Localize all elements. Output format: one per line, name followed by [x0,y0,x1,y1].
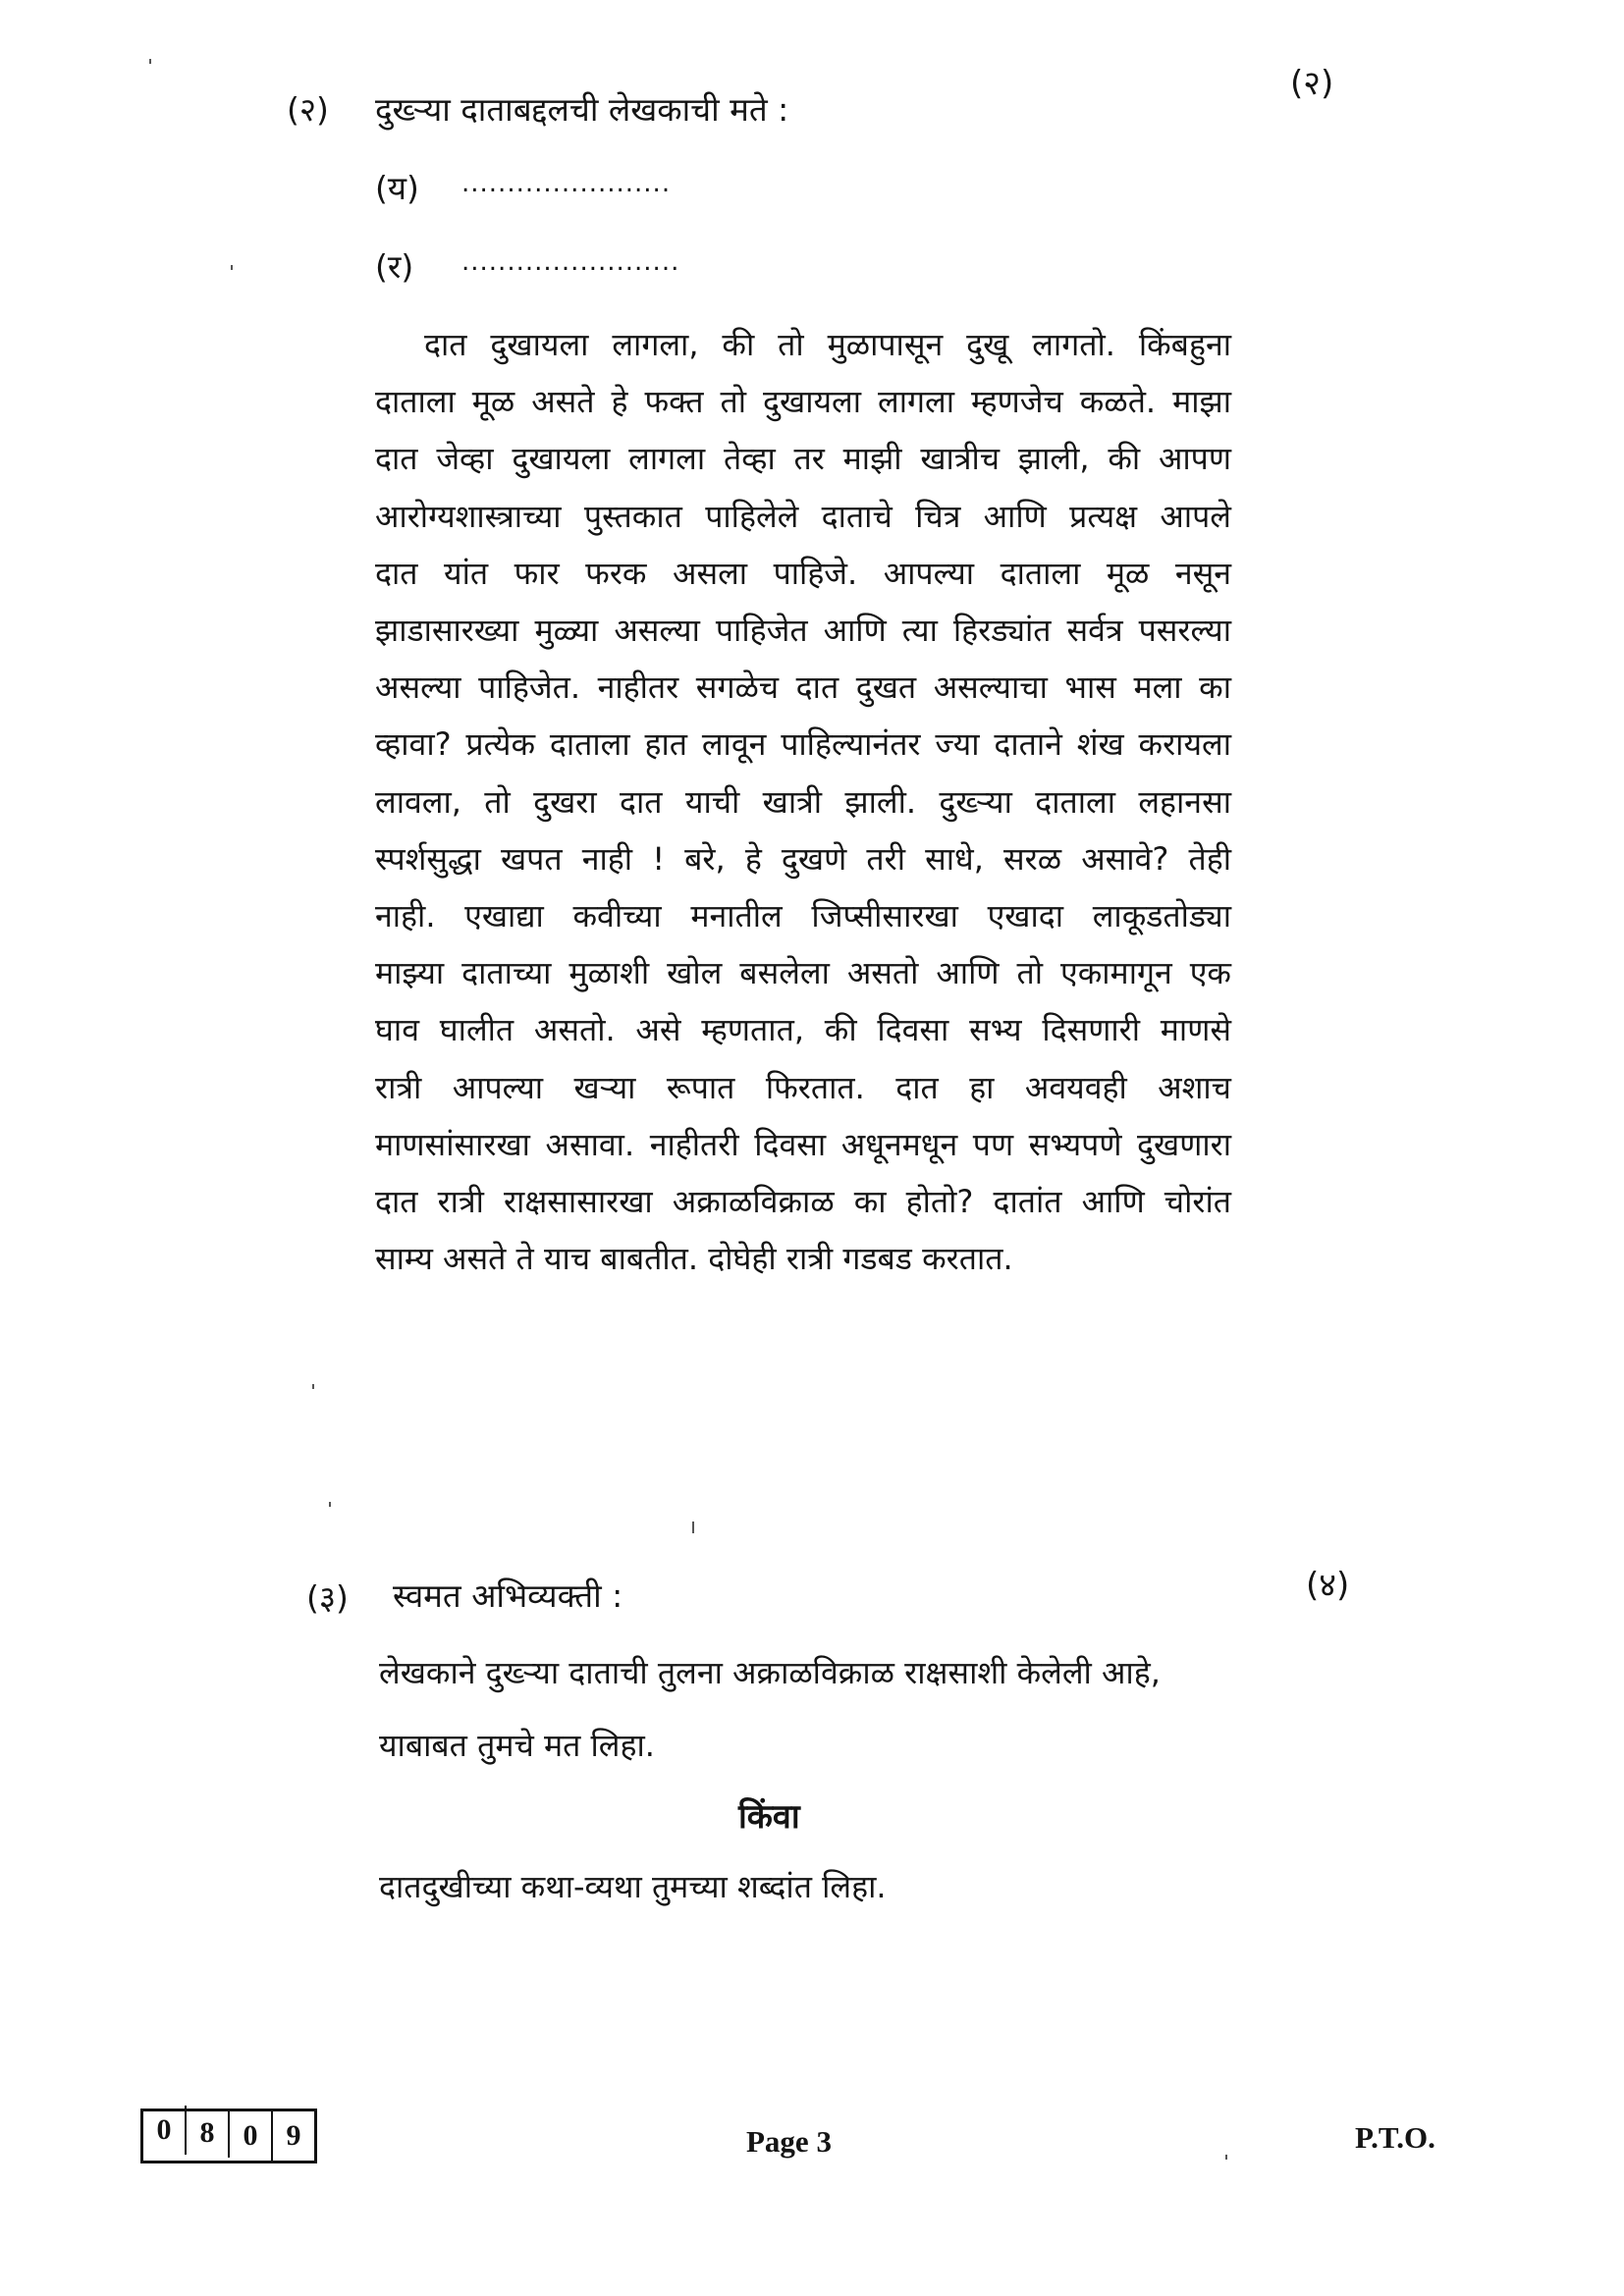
question-2-title: दुख्ऱ्या दाताबद्दलची लेखकाची मते : [375,90,789,129]
passage-line: घाव घालीत असतो. असे म्हणतात, की दिवसा सभ्य दिसणारी माणसे [375,1011,1231,1049]
pto-label: P.T.O. [1355,2120,1435,2155]
paper-code-digit: 0 [230,2111,273,2161]
paper-code-box [140,2109,317,2163]
passage-line: दात रात्री राक्षसासारखा अक्राळविक्राळ का होतो? दातांत आणि चोरांत [375,1183,1231,1221]
passage-line: दाताला मूळ असते हे फक्त तो दुखायला लागला म्हणजेच कळते. माझा [375,383,1231,421]
question-3-prompt-line: लेखकाने दुख्ऱ्या दाताची तुलना अक्राळविक्राळ राक्षसाशी केलेली आहे, [379,1654,1161,1691]
question-2-marks: (२) [1290,64,1334,103]
passage-line: माझ्या दाताच्या मुळाशी खोल बसलेला असतो आणि तो एकामागून एक [375,954,1231,992]
sub-item-ra-blank: ........................ [461,247,680,277]
scan-speck [692,1522,694,1533]
passage [375,316,1231,1287]
scan-speck [329,1502,331,1507]
passage-line: रात्री आपल्या खऱ्या रूपात फिरतात. दात हा अवयवही अशाच [375,1068,1231,1106]
question-3-prompt-line: याबाबत तुमचे मत लिहा. [379,1727,655,1764]
passage-line: आरोग्यशास्त्राच्या पुस्तकात पाहिलेले दाताचे चित्र आणि प्रत्यक्ष आपले [375,497,1231,535]
question-2-number: (२) [287,90,329,129]
passage-line: साम्य असते ते याच बाबतीत. दोघेही रात्री गडबड करतात. [375,1240,1013,1278]
passage-line: दात दुखायला लागला, की तो मुळापासून दुखू लागतो. किंबहुना [424,326,1231,363]
question-3-number: (३) [306,1578,349,1617]
or-label: किंवा [738,1797,800,1837]
passage-line: लावला, तो दुखरा दात याची खात्री झाली. दुख्ऱ्या दाताला लहानसा [375,782,1231,821]
scan-speck [149,59,151,64]
scan-speck [231,265,233,270]
sub-item-ra-label: (र) [375,247,414,286]
question-3-marks: (४) [1306,1566,1350,1605]
passage-line: माणसांसारखा असावा. नाहीतरी दिवसा अधूनमधून पण सभ्यपणे दुखणारा [375,1125,1231,1163]
passage-line: असल्या पाहिजेत. नाहीतर सगळेच दात दुखत असल्याचा भास मला का [375,668,1231,707]
passage-line: नाही. एखाद्या कवीच्या मनातील जिप्सीसारखा एखादा लाकूडतोड्या [375,897,1231,935]
passage-line: दात जेव्हा दुखायला लागला तेव्हा तर माझी खात्रीच झाली, की आपण [375,440,1231,478]
passage-line: दात यांत फार फरक असला पाहिजे. आपल्या दाताला मूळ नसून [375,554,1231,592]
passage-line: व्हावा? प्रत्येक दाताला हात लावून पाहिल्यानंतर ज्या दाताने शंख करायला [375,725,1231,764]
page-number: Page 3 [746,2124,832,2159]
passage-line: झाडासारख्या मुळ्या असल्या पाहिजेत आणि त्या हिरड्यांत सर्वत्र पसरल्या [375,612,1231,650]
scan-speck [1225,2155,1227,2160]
paper-code-digit: 9 [286,2119,301,2152]
question-3-title: स्वमत अभिव्यक्ती : [393,1576,623,1615]
scan-speck [312,1384,314,1389]
passage-line: स्पर्शसुद्धा खपत नाही ! बरे, हे दुखणे तरी साधे, सरळ असावे? तेही [375,839,1231,878]
sub-item-ya-label: (य) [375,169,419,207]
sub-item-ya-blank: ....................... [461,169,672,198]
paper-code-digit: 8 [187,2109,230,2158]
paper-code-digit: 0 [143,2106,187,2155]
question-3-alternate-prompt: दातदुखीच्या कथा-व्यथा तुमच्या शब्दांत लिहा. [379,1868,887,1905]
